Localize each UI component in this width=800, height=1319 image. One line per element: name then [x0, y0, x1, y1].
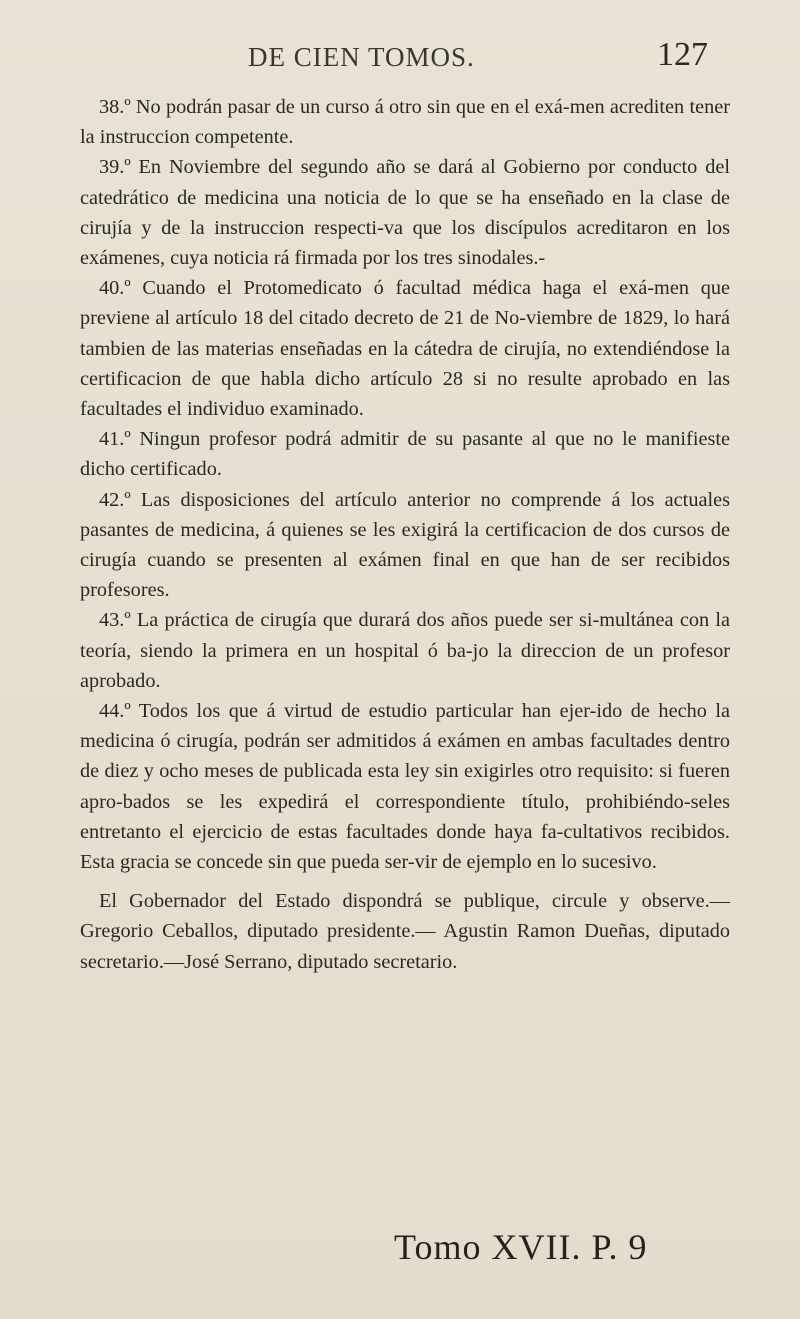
- running-title: DE CIEN TOMOS.: [248, 42, 475, 72]
- closing-paragraph: El Gobernador del Estado dispondrá se publique, circule y observe.— Gregorio Ceballos, diputado presidente.— Agustin Ramon Dueñas, diputado secretario.—José Serrano, diputado secretario.: [80, 890, 730, 973]
- running-head: [88, 36, 708, 80]
- body-text: [80, 92, 730, 977]
- article-42: 42.º Las disposiciones del artículo anterior no comprende á los actuales pasantes de medicina, á quienes se les exigirá la certificacion de dos cursos de cirugía cuando se presenten al exámen final en que han de ser recibidos profesores.: [80, 488, 730, 602]
- article-44: 44.º Todos los que á virtud de estudio particular han ejer-ido de hecho la medicina ó cirugía, podrán ser admitidos á exámen en ambas facultades dentro de diez y ocho meses de publicada esta ley sin exigirles otro requisito: si fueren apro-bados se les expedirá el correspondiente título, prohibiéndo-seles entretanto el ejercicio de estas facultades donde haya fa-cultativos recibidos. Esta gracia se concede sin que pueda ser-vir de ejemplo en lo sucesivo.: [80, 700, 730, 874]
- printer-signature-mark: Tomo XVII. P. 9: [394, 1227, 648, 1267]
- article-39: 39.º En Noviembre del segundo año se dará al Gobierno por conducto del catedrático de medicina una noticia de lo que se ha enseñado en la clase de cirujía y de la instruccion respecti-va que los discípulos acreditaron en los exámenes, cuya noticia rá firmada por los tres sinodales.-: [80, 156, 730, 270]
- article-40: 40.º Cuando el Protomedicato ó facultad médica haga el exá-men que previene al artículo 18 del citado decreto de 21 de No-viembre de 1829, lo hará tambien de las materias enseñadas en la cátedra de cirujía, no extendiéndose la certificacion de que habla dicho artículo 28 si no resulte aprobado en las facultades el individuo examinado.: [80, 277, 730, 421]
- article-41: 41.º Ningun profesor podrá admitir de su pasante al que no le manifieste dicho certificado.: [80, 428, 730, 481]
- article-43: 43.º La práctica de cirugía que durará dos años puede ser si-multánea con la teoría, siendo la primera en un hospital ó ba-jo la direccion de un profesor aprobado.: [80, 609, 730, 692]
- article-38: 38.º No podrán pasar de un curso á otro sin que en el exá-men acrediten tener la instruccion competente.: [80, 96, 730, 149]
- page-number: 127: [657, 36, 708, 73]
